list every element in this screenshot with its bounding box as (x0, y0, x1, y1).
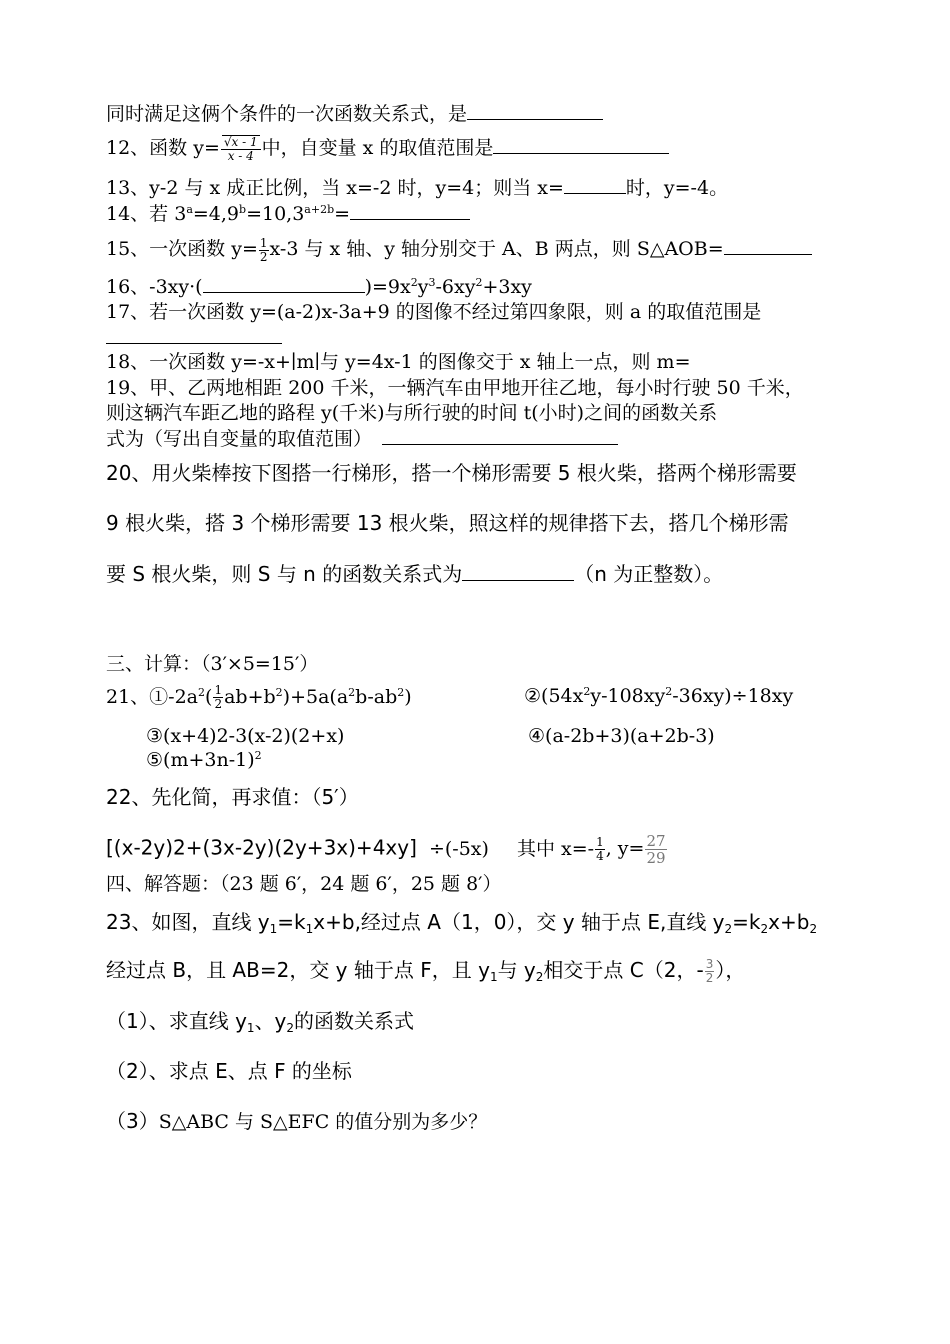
answer-blank[interactable] (493, 135, 669, 154)
section-4-title: 四、解答题：（23 题 6′，24 题 6′，25 题 8′） (106, 873, 502, 895)
q20-line1: 20、用火柴棒按下图搭一行梯形，搭一个梯形需要 5 根火柴，搭两个梯形需要 (106, 461, 797, 485)
q12: 12、函数 y= $\frac{√x - 1}{x - 4}$ 中，自变量 x 的取值范围是 (106, 135, 669, 163)
q20-line2: 9 根火柴，搭 3 个梯形需要 13 根火柴，照这样的规律搭下去，搭几个梯形需 (106, 511, 789, 535)
q23-part2: （2）、求点 E、点 F 的坐标 (106, 1059, 352, 1083)
q21-item3: ③(x+4)2-3(x-2)(2+x) (146, 725, 345, 747)
q21-item4: ④(a-2b+3)(a+2b-3) (528, 725, 715, 747)
answer-blank[interactable] (106, 325, 282, 344)
q21-row3: $⑤(m+3n-1)^2$ (146, 749, 262, 771)
q19-line3: 式为（写出自变量的取值范围） (106, 426, 618, 451)
fraction: $\frac{1}{4}$ (596, 835, 604, 863)
section-3-title: 三、计算：（3′×5=15′） (106, 653, 319, 675)
q23-part3: （3）S△ABC 与 S△EFC 的值分别为多少？ (106, 1109, 488, 1133)
q21-row1 (106, 684, 856, 711)
answer-blank[interactable] (382, 426, 618, 445)
q18: 18、一次函数 y=-x+∣m∣与 y=4x-1 的图像交于 x 轴上一点，则 m= (106, 351, 691, 373)
q14: 14、若 $3^a=4,9^b=10,3^{a+2b}=$ (106, 201, 470, 226)
answer-blank[interactable] (724, 236, 812, 255)
q15: 15、一次函数 y= $\frac{1}{2}$ x-3 与 x 轴、y 轴分别交于 A、B 两点，则 S△AOB= (106, 236, 812, 264)
q21-row2 (146, 724, 846, 748)
fraction: $\frac{1}{2}$ (259, 235, 268, 264)
q13: 13、y-2 与 x 成正比例，当 x=-2 时，y=4；则当 x= 时，y=-4。 (106, 177, 729, 199)
answer-blank[interactable] (467, 101, 603, 120)
q17-blank-line (106, 325, 282, 350)
fraction: $\frac{27}{29}$ (646, 832, 666, 867)
answer-blank[interactable] (462, 562, 574, 581)
q21-item1: 21、$①-2a^2$( $\frac{1}{2}$ $ab+b^2)+5a(a^2b-ab^2)$ (106, 683, 412, 711)
q23-line1: 23、如图，直线 $y_1=k_1x+b$,经过点 A（1，0），交 y 轴于点 E,直线 $y_2=k_2x+b_2$ (106, 910, 818, 936)
fraction: $\frac{1}{2}$ (214, 683, 223, 711)
q22-expression: [(x-2y)2+(3x-2y)(2y+3x)+4xy] ÷(-5x) 其中 x=- $\frac{1}{4}$ , y= $\frac{27}{29}$ (106, 832, 666, 867)
q11-tail: 同时满足这俩个条件的一次函数关系式，是 (106, 101, 603, 126)
fraction: $\frac{√x - 1}{x - 4}$ (221, 135, 261, 163)
q16: 16、-3xy·( )$=9x^2y^3-6xy^2+3xy$ (106, 276, 532, 298)
answer-blank[interactable] (350, 201, 470, 220)
q17: 17、若一次函数 y=(a-2)x-3a+9 的图像不经过第四象限，则 a 的取值范围是 (106, 301, 762, 323)
answer-blank[interactable] (564, 175, 626, 194)
q23-part1: （1）、求直线 $y_1$、$y_2$的函数关系式 (106, 1009, 415, 1035)
q23-line2: 经过点 B，且 AB=2，交 y 轴于点 F，且 $y_1$与 $y_2$相交于点 C（2，- $\frac{3}{2}$ ）， (106, 957, 746, 985)
q21-item2: $②(54x^2y-108xy^2-36xy)\div 18xy$ (524, 685, 794, 707)
q19-line1: 19、甲、乙两地相距 200 千米，一辆汽车由甲地开往乙地，每小时行驶 50 千米， (106, 377, 804, 399)
q22-title: 22、先化简，再求值：（5′） (106, 785, 359, 809)
answer-blank[interactable] (203, 274, 365, 293)
sqrt-sign: √x - 1 (223, 135, 258, 149)
q20-line3: 要 S 根火柴，则 S 与 n 的函数关系式为 （n 为正整数）。 (106, 562, 724, 586)
q19-line2: 则这辆汽车距乙地的路程 y(千米)与所行驶的时间 t(小时)之间的函数关系 (106, 402, 718, 424)
fraction: $\frac{3}{2}$ (705, 957, 714, 985)
